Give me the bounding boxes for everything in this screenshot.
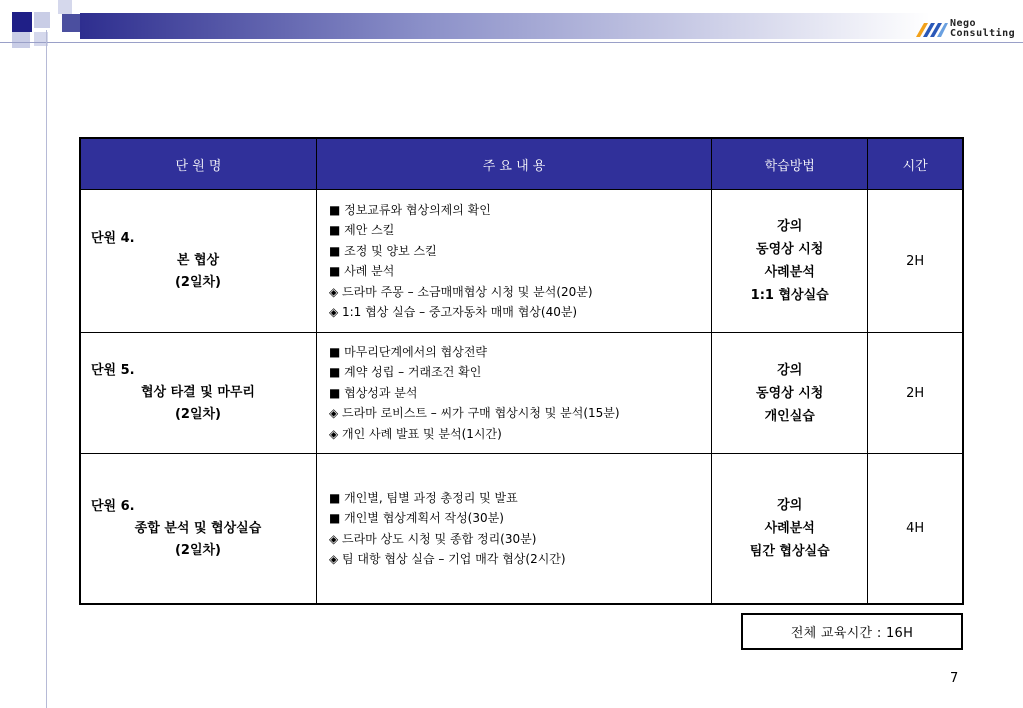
decor-square <box>12 32 30 48</box>
content-item: ◈ 개인 사례 발표 및 분석(1시간) <box>328 426 502 441</box>
table-header-row <box>80 138 963 190</box>
method-item: 사례분석 <box>764 521 815 536</box>
logo-mark-icon <box>914 17 948 39</box>
unit-number: 단원 6. <box>91 498 135 514</box>
header-gradient-band <box>80 13 930 39</box>
content-cell <box>316 190 711 333</box>
header-learning-method: 학습방법 <box>712 138 868 190</box>
unit-number: 단원 5. <box>91 363 135 378</box>
method-item: 강의 <box>777 219 803 234</box>
content-item: ■ 개인별, 팀별 과정 총정리 및 발표 <box>328 490 518 505</box>
content-item: ◈ 1:1 협상 실습 – 중고자동차 매매 협상(40분) <box>328 305 578 319</box>
content-item: ◈ 드라마 상도 시청 및 종합 정리(30분) <box>328 531 537 546</box>
total-hours-box: 전체 교육시간 : 16H <box>741 613 963 650</box>
table-row <box>80 333 963 454</box>
unit-day: (2일차) <box>174 275 221 290</box>
unit-cell <box>80 454 316 605</box>
content-item: ■ 계약 성립 – 거래조건 확인 <box>328 365 482 380</box>
unit-cell <box>80 333 316 454</box>
content-item: ■ 개인별 협상계획서 작성(30분) <box>328 511 504 525</box>
curriculum-table <box>79 137 964 605</box>
decor-square <box>58 0 72 14</box>
content-item: ■ 협상성과 분석 <box>328 385 418 400</box>
content-item: ■ 마무리단계에서의 협상전략 <box>328 344 488 359</box>
unit-title: 협상 타결 및 마무리 <box>140 385 255 400</box>
content-item: ◈ 드라마 주몽 – 소금매매협상 시청 및 분석(20분) <box>328 284 593 299</box>
method-item: 1:1 협상실습 <box>750 288 829 303</box>
decor-square <box>34 12 50 28</box>
header-time: 시간 <box>868 138 963 190</box>
method-item: 동영상 시청 <box>756 242 824 257</box>
method-item: 강의 <box>777 498 803 513</box>
method-item: 동영상 시청 <box>756 385 824 401</box>
content-cell <box>316 333 711 454</box>
content-item: ■ 정보교류와 협상의제의 확인 <box>328 202 491 217</box>
decor-square <box>12 12 32 32</box>
method-item: 강의 <box>777 362 803 378</box>
logo-text: Nego <box>950 18 977 29</box>
method-item: 팀간 협상실습 <box>749 544 830 559</box>
table-row <box>80 454 963 605</box>
content-item: ◈ 팀 대항 협상 실습 – 기업 매각 협상(2시간) <box>328 552 566 566</box>
table-row <box>80 190 963 333</box>
content-cell <box>316 454 711 605</box>
logo-text: Consulting <box>950 28 1016 39</box>
unit-cell <box>80 190 316 333</box>
company-logo <box>914 15 1023 43</box>
decor-square <box>62 14 80 32</box>
time-cell: 2H <box>868 190 963 333</box>
header-main-content: 주 요 내 용 <box>316 138 711 190</box>
method-cell <box>712 190 868 333</box>
method-item: 사례분석 <box>764 265 815 280</box>
content-item: ■ 사례 분석 <box>328 264 395 278</box>
unit-number: 단원 4. <box>91 231 135 246</box>
header-divider <box>0 42 1023 43</box>
unit-day: (2일차) <box>174 407 221 422</box>
method-cell <box>712 454 868 605</box>
page-number: 7 <box>950 671 959 686</box>
content-item: ■ 조정 및 양보 스킬 <box>328 243 437 258</box>
time-cell: 4H <box>868 454 963 605</box>
unit-title: 종합 분석 및 협상실습 <box>134 520 262 536</box>
unit-title: 본 협상 <box>176 253 220 268</box>
method-item: 개인실습 <box>764 408 815 424</box>
content-item: ■ 제안 스킬 <box>328 223 395 237</box>
time-cell: 2H <box>868 333 963 454</box>
left-margin-line <box>46 30 47 708</box>
header-unit-name: 단 원 명 <box>80 138 316 190</box>
method-cell <box>712 333 868 454</box>
unit-day: (2일차) <box>174 542 221 558</box>
content-item: ◈ 드라마 로비스트 – 씨가 구매 협상시청 및 분석(15분) <box>328 406 620 421</box>
